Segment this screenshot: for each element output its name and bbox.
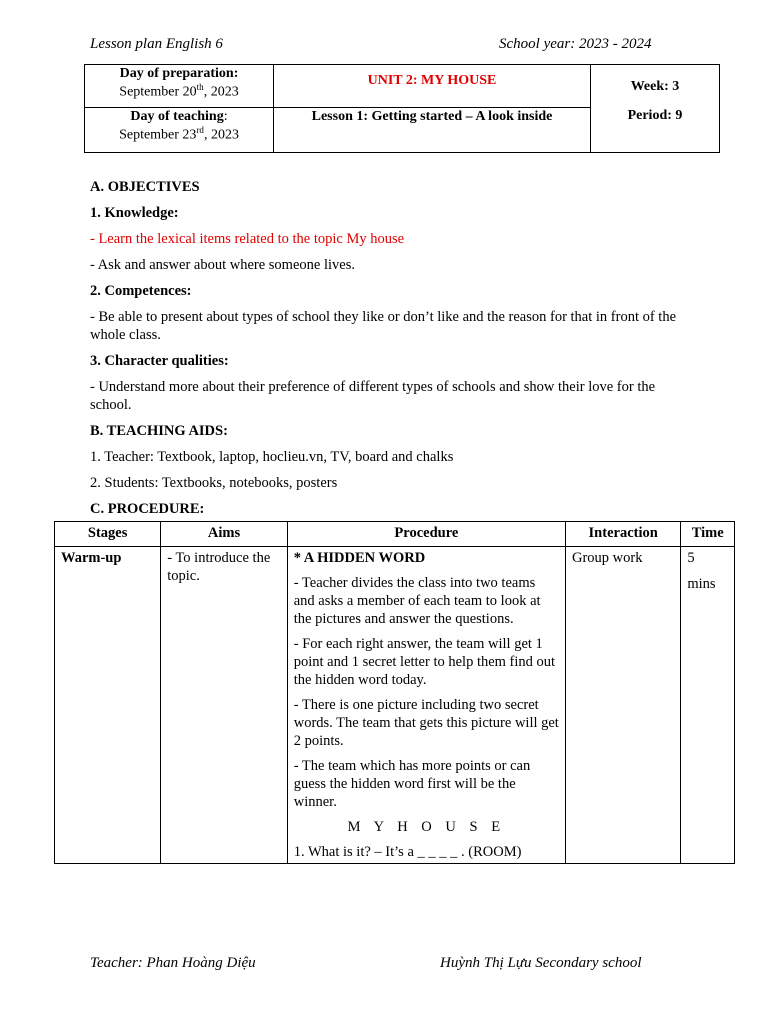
teaching-aids-teacher: 1. Teacher: Textbook, laptop, hoclieu.vn, TV, board and chalks	[90, 449, 454, 465]
lesson-cell	[274, 108, 591, 153]
lesson-body	[90, 178, 680, 526]
knowledge-item-1: - Learn the lexical items related to the topic My house	[90, 231, 405, 247]
lesson-title: Lesson 1: Getting started – A look inside	[311, 109, 553, 124]
time-cell	[681, 547, 735, 864]
week-label: Week: 3	[630, 79, 680, 94]
activity-title: * A HIDDEN WORD	[293, 550, 426, 566]
week-cell	[591, 65, 720, 108]
procedure-step-4: - The team which has more points or can guess the hidden word first will be the winner.	[293, 758, 531, 810]
unit-cell	[274, 65, 591, 108]
time-unit: mins	[687, 576, 716, 592]
header-school-year: School year: 2023 - 2024	[499, 36, 652, 52]
procedure-heading: C. PROCEDURE:	[90, 501, 205, 517]
procedure-step-1: - Teacher divides the class into two teams and asks a member of each team to look at the pictures and answer the questions.	[293, 575, 541, 627]
procedure-step-3: - There is one picture including two secret words. The team that gets this picture will get 2 points.	[293, 697, 559, 749]
teaching-aids-heading: B. TEACHING AIDS:	[90, 423, 228, 439]
column-header-time: Time	[681, 522, 735, 547]
footer-school: Huỳnh Thị Lựu Secondary school	[440, 955, 642, 971]
procedure-cell	[287, 547, 565, 864]
column-header-aims: Aims	[161, 522, 287, 547]
hidden-word: M Y H O U S E	[347, 819, 506, 835]
interaction-cell: Group work	[566, 547, 681, 864]
procedure-table	[54, 521, 735, 864]
question-1: 1. What is it? – It’s a _ _ _ _ . (ROOM)	[293, 844, 522, 860]
procedure-step-2: - For each right answer, the team will get 1 point and 1 secret letter to help them find out the hidden word today.	[293, 636, 556, 688]
teaching-aids-students: 2. Students: Textbooks, notebooks, posters	[90, 475, 338, 491]
teaching-date: September 23rd, 2023	[119, 125, 239, 143]
procedure-header-row	[55, 522, 735, 547]
preparation-date: September 20th, 2023	[119, 82, 239, 100]
lesson-info-table	[84, 64, 720, 153]
column-header-interaction: Interaction	[566, 522, 681, 547]
teaching-cell	[85, 108, 274, 153]
competences-heading: 2. Competences:	[90, 283, 192, 299]
table-row	[55, 547, 735, 864]
competences-item-1: - Be able to present about types of school they like or don’t like and the reason for that in front of the whole class.	[90, 309, 677, 343]
unit-title: UNIT 2: MY HOUSE	[367, 73, 497, 88]
period-cell	[591, 108, 720, 153]
period-label: Period: 9	[627, 107, 683, 123]
objectives-heading: A. OBJECTIVES	[90, 179, 200, 195]
preparation-label: Day of preparation:	[119, 66, 239, 81]
column-header-stages: Stages	[55, 522, 161, 547]
stage-cell: Warm-up	[55, 547, 161, 864]
knowledge-item-2: - Ask and answer about where someone lives.	[90, 257, 355, 273]
character-item-1: - Understand more about their preference of different types of schools and show their love for the school.	[90, 379, 656, 413]
header-lesson-plan: Lesson plan English 6	[90, 36, 223, 52]
teaching-label: Day of teaching:	[130, 109, 228, 124]
time-value: 5	[687, 550, 695, 566]
footer-teacher: Teacher: Phan Hoàng Diệu	[90, 955, 256, 971]
preparation-cell	[85, 65, 274, 108]
aims-cell: - To introduce the topic.	[161, 547, 287, 864]
knowledge-heading: 1. Knowledge:	[90, 205, 179, 221]
column-header-procedure: Procedure	[287, 522, 565, 547]
character-heading: 3. Character qualities:	[90, 353, 229, 369]
